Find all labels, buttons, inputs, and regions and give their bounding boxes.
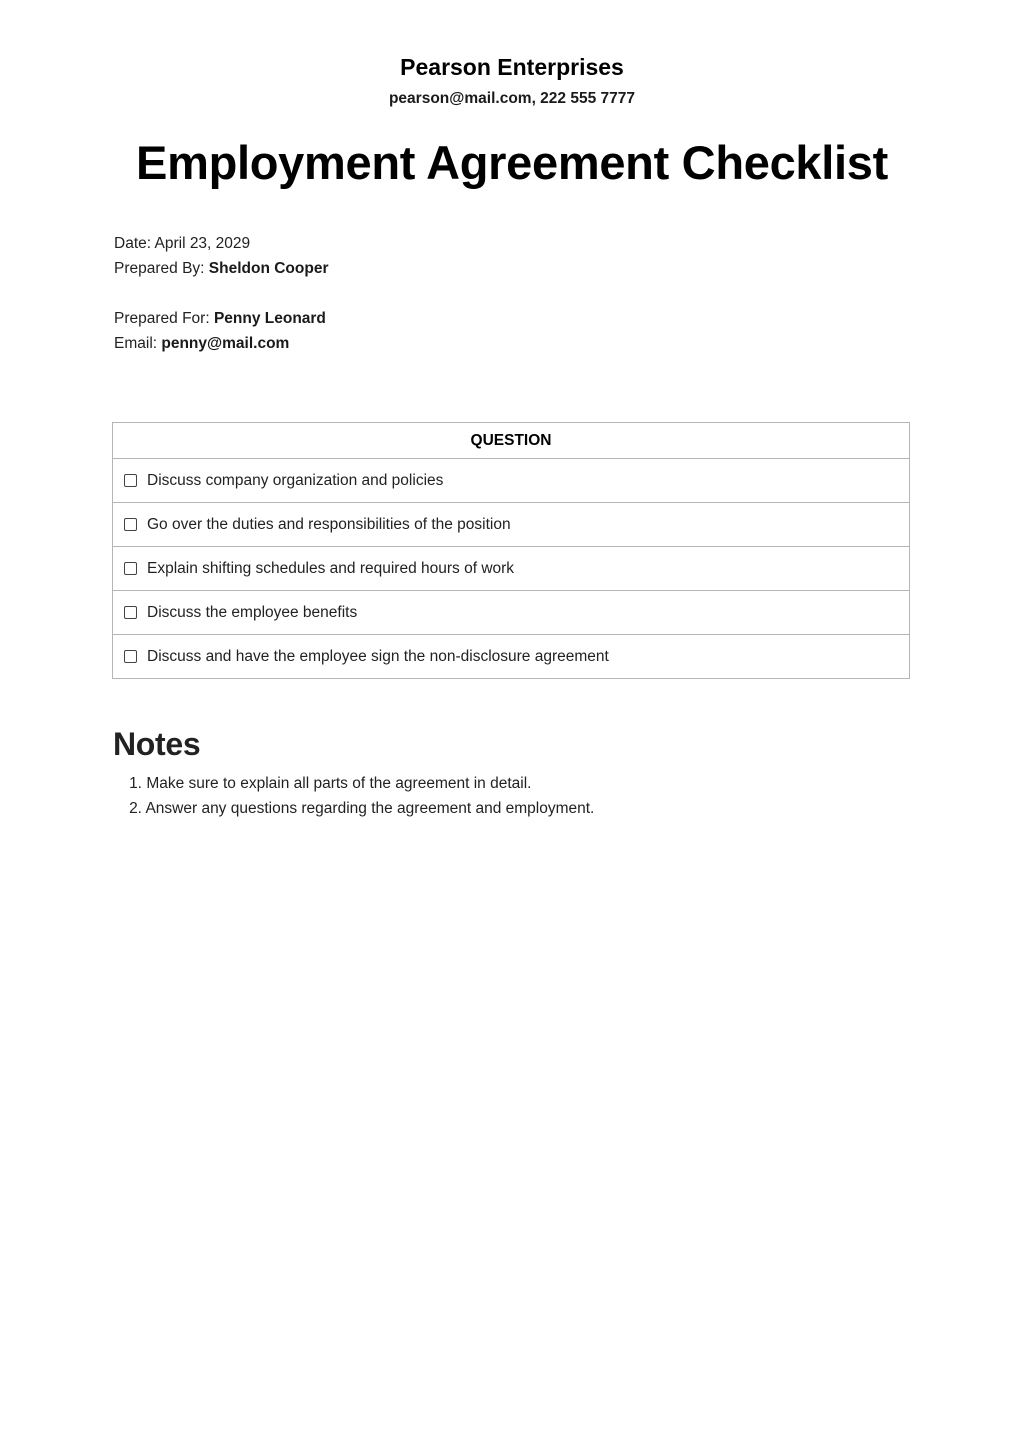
notes-item	[114, 796, 594, 821]
notes-item-text: Make sure to explain all parts of the agreement in detail.	[146, 775, 532, 792]
checklist-row	[113, 459, 909, 503]
checkbox[interactable]	[124, 650, 137, 663]
notes-heading: Notes	[113, 726, 201, 762]
checklist-row	[113, 591, 909, 635]
notes-item-text: Answer any questions regarding the agreement and employment.	[145, 800, 595, 817]
prepared-for-label: Prepared For:	[114, 310, 214, 327]
checklist-item-text: Discuss company organization and policies	[147, 471, 444, 489]
checklist-row	[113, 503, 909, 547]
checklist-table	[112, 422, 910, 679]
checkbox[interactable]	[124, 562, 137, 575]
checklist-item-text: Discuss the employee benefits	[147, 603, 358, 621]
checklist-row	[113, 547, 909, 591]
meta-date	[114, 234, 250, 254]
email-value: penny@mail.com	[161, 335, 290, 352]
checklist-item-text: Go over the duties and responsibilities of the position	[147, 515, 511, 533]
prepared-for-value: Penny Leonard	[213, 310, 326, 327]
notes-item	[114, 771, 594, 796]
prepared-by-value: Sheldon Cooper	[208, 260, 329, 277]
date-label: Date:	[114, 235, 155, 252]
company-name: Pearson Enterprises	[400, 54, 624, 80]
email-label: Email:	[114, 335, 162, 352]
checkbox[interactable]	[124, 518, 137, 531]
meta-prepared-for	[114, 309, 326, 329]
checklist-header: QUESTION	[113, 423, 909, 459]
notes-list	[114, 771, 594, 821]
checklist-item-text: Explain shifting schedules and required hours of work	[147, 559, 515, 577]
meta-prepared-by	[114, 259, 328, 279]
checklist-item-text: Discuss and have the employee sign the non-disclosure agreement	[147, 647, 609, 665]
notes-item-number: 2.	[129, 800, 142, 817]
company-contact: pearson@mail.com, 222 555 7777	[388, 90, 636, 107]
checkbox[interactable]	[124, 606, 137, 619]
document-title: Employment Agreement Checklist	[136, 136, 888, 189]
prepared-by-label: Prepared By:	[114, 260, 209, 277]
checkbox[interactable]	[124, 474, 137, 487]
notes-item-number: 1.	[129, 775, 142, 792]
checklist-row	[113, 635, 909, 678]
date-value: April 23, 2029	[154, 235, 251, 252]
meta-email	[114, 334, 289, 354]
